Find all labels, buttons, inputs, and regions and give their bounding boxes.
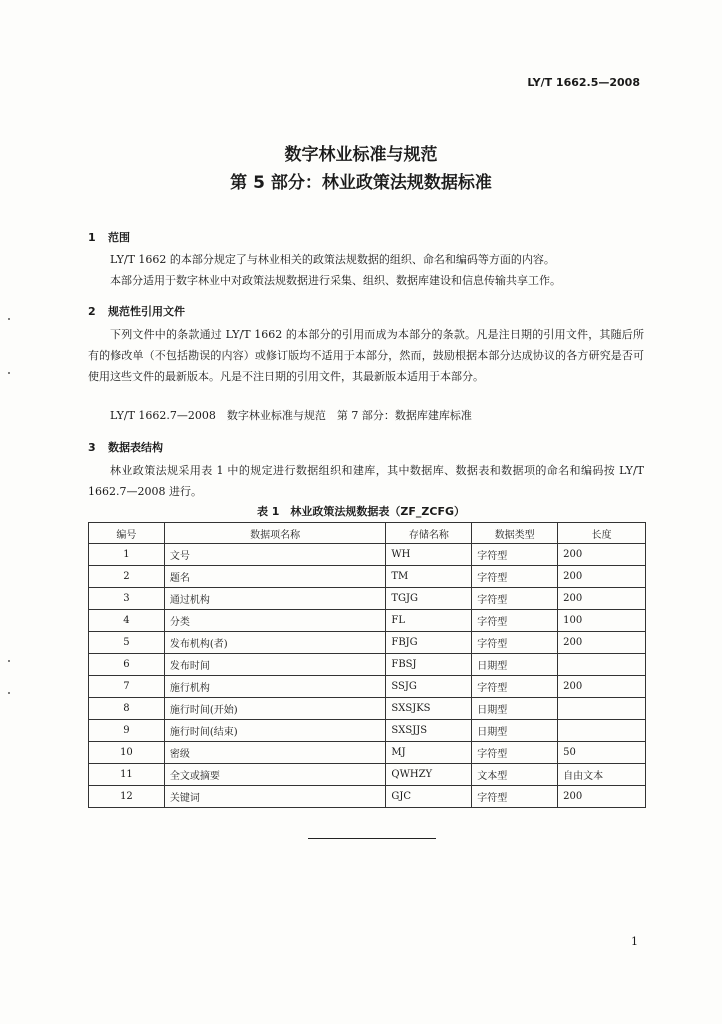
table-cell: FBSJ bbox=[386, 654, 472, 676]
table-cell: 字符型 bbox=[472, 588, 558, 610]
table-row bbox=[89, 544, 646, 566]
table-cell: 文号 bbox=[164, 544, 386, 566]
table-cell: 字符型 bbox=[472, 742, 558, 764]
table-cell: 100 bbox=[558, 610, 646, 632]
table-row bbox=[89, 764, 646, 786]
table-cell: 50 bbox=[558, 742, 646, 764]
table-cell: TM bbox=[386, 566, 472, 588]
table-cell: 10 bbox=[89, 742, 165, 764]
section-1-para-1: LY/T 1662 的本部分规定了与林业相关的政策法规数据的组织、命名和编码等方面的内容。 bbox=[110, 253, 555, 266]
table-cell: WH bbox=[386, 544, 472, 566]
section-3-heading bbox=[88, 439, 163, 455]
table-cell: 7 bbox=[89, 676, 165, 698]
table-cell: 施行机构 bbox=[164, 676, 386, 698]
table-cell: 字符型 bbox=[472, 632, 558, 654]
table-cell: 通过机构 bbox=[164, 588, 386, 610]
section-title: 范围 bbox=[108, 231, 130, 244]
doc-title-part: 第 5 部分：林业政策法规数据标准 bbox=[230, 173, 492, 193]
table-row bbox=[89, 632, 646, 654]
table-cell bbox=[558, 720, 646, 742]
table-row bbox=[89, 786, 646, 808]
table-cell: 200 bbox=[558, 786, 646, 808]
standard-code: LY/T 1662.5—2008 bbox=[527, 76, 640, 89]
table-cell: 6 bbox=[89, 654, 165, 676]
table-cell: 4 bbox=[89, 610, 165, 632]
table-cell: 发布时间 bbox=[164, 654, 386, 676]
table-cell: FBJG bbox=[386, 632, 472, 654]
column-header: 数据类型 bbox=[472, 523, 558, 544]
table-cell: SSJG bbox=[386, 676, 472, 698]
section-2-para-1: 下列文件中的条款通过 LY/T 1662 的本部分的引用而成为本部分的条款。凡是注日期的引用文件，其随后所有的修改单（不包括勘误的内容）或修订版均不适用于本部分，然而，鼓励根据本部分达成协议的各方研究是否可使用这些文件的最新版本。凡是不注日期的引用文件，其最新版本适用于本部分。 bbox=[88, 328, 644, 383]
section-title: 数据表结构 bbox=[108, 441, 163, 454]
table-row bbox=[89, 676, 646, 698]
table-cell: 11 bbox=[89, 764, 165, 786]
table-cell: SXSJKS bbox=[386, 698, 472, 720]
data-table bbox=[88, 522, 646, 808]
table-cell: 1 bbox=[89, 544, 165, 566]
section-1-para-2: 本部分适用于数字林业中对政策法规数据进行采集、组织、数据库建设和信息传输共享工作。 bbox=[110, 274, 561, 287]
section-2-para-2: LY/T 1662.7—2008 数字林业标准与规范 第 7 部分：数据库建库标准 bbox=[110, 409, 472, 422]
column-header: 编号 bbox=[89, 523, 165, 544]
table-cell: 2 bbox=[89, 566, 165, 588]
table-row bbox=[89, 742, 646, 764]
table-header-row bbox=[89, 523, 646, 544]
section-number: 3 bbox=[88, 441, 96, 454]
table-cell: 自由文本 bbox=[558, 764, 646, 786]
table-cell: 9 bbox=[89, 720, 165, 742]
table-cell: 字符型 bbox=[472, 566, 558, 588]
table-cell: 字符型 bbox=[472, 676, 558, 698]
table-cell: TGJG bbox=[386, 588, 472, 610]
table-cell: 3 bbox=[89, 588, 165, 610]
doc-title-main: 数字林业标准与规范 bbox=[284, 145, 438, 165]
table-cell: 12 bbox=[89, 786, 165, 808]
column-header: 长度 bbox=[558, 523, 646, 544]
section-number: 2 bbox=[88, 305, 96, 318]
table-cell: 密级 bbox=[164, 742, 386, 764]
scan-speck bbox=[8, 660, 10, 662]
table-cell: 施行时间(结束) bbox=[164, 720, 386, 742]
table-cell: QWHZY bbox=[386, 764, 472, 786]
table-cell: MJ bbox=[386, 742, 472, 764]
column-header: 数据项名称 bbox=[164, 523, 386, 544]
table-cell: 日期型 bbox=[472, 698, 558, 720]
end-rule bbox=[308, 838, 436, 839]
table-cell: 200 bbox=[558, 676, 646, 698]
table-cell: 字符型 bbox=[472, 544, 558, 566]
table-row bbox=[89, 588, 646, 610]
section-2-heading bbox=[88, 303, 185, 319]
table-cell bbox=[558, 698, 646, 720]
table-cell: 200 bbox=[558, 544, 646, 566]
column-header: 存储名称 bbox=[386, 523, 472, 544]
table-cell: 题名 bbox=[164, 566, 386, 588]
table-cell: 全文或摘要 bbox=[164, 764, 386, 786]
table-row bbox=[89, 566, 646, 588]
table-cell: 8 bbox=[89, 698, 165, 720]
table-cell: 分类 bbox=[164, 610, 386, 632]
table-cell: FL bbox=[386, 610, 472, 632]
table-row bbox=[89, 654, 646, 676]
table-row bbox=[89, 698, 646, 720]
table-cell: 日期型 bbox=[472, 654, 558, 676]
table-cell: 文本型 bbox=[472, 764, 558, 786]
section-1-heading bbox=[88, 229, 130, 245]
table-cell bbox=[558, 654, 646, 676]
table-cell: 发布机构(者) bbox=[164, 632, 386, 654]
section-3-para-1: 林业政策法规采用表 1 中的规定进行数据组织和建库，其中数据库、数据表和数据项的命名和编码按 LY/T 1662.7—2008 进行。 bbox=[88, 464, 644, 498]
table-cell: 日期型 bbox=[472, 720, 558, 742]
table-cell: 字符型 bbox=[472, 786, 558, 808]
table-cell: SXSJJS bbox=[386, 720, 472, 742]
table-cell: 字符型 bbox=[472, 610, 558, 632]
table-cell: 施行时间(开始) bbox=[164, 698, 386, 720]
table-cell: 200 bbox=[558, 588, 646, 610]
section-number: 1 bbox=[88, 231, 96, 244]
table-row bbox=[89, 720, 646, 742]
scan-speck bbox=[8, 372, 10, 374]
table-cell: 5 bbox=[89, 632, 165, 654]
table-cell: 关键词 bbox=[164, 786, 386, 808]
table-caption: 表 1 林业政策法规数据表（ZF_ZCFG） bbox=[256, 505, 466, 518]
section-title: 规范性引用文件 bbox=[108, 305, 185, 318]
table-row bbox=[89, 610, 646, 632]
page-number: 1 bbox=[631, 935, 638, 948]
table-cell: 200 bbox=[558, 632, 646, 654]
scan-speck bbox=[8, 692, 10, 694]
table-cell: 200 bbox=[558, 566, 646, 588]
scan-speck bbox=[8, 318, 10, 320]
table-cell: GJC bbox=[386, 786, 472, 808]
